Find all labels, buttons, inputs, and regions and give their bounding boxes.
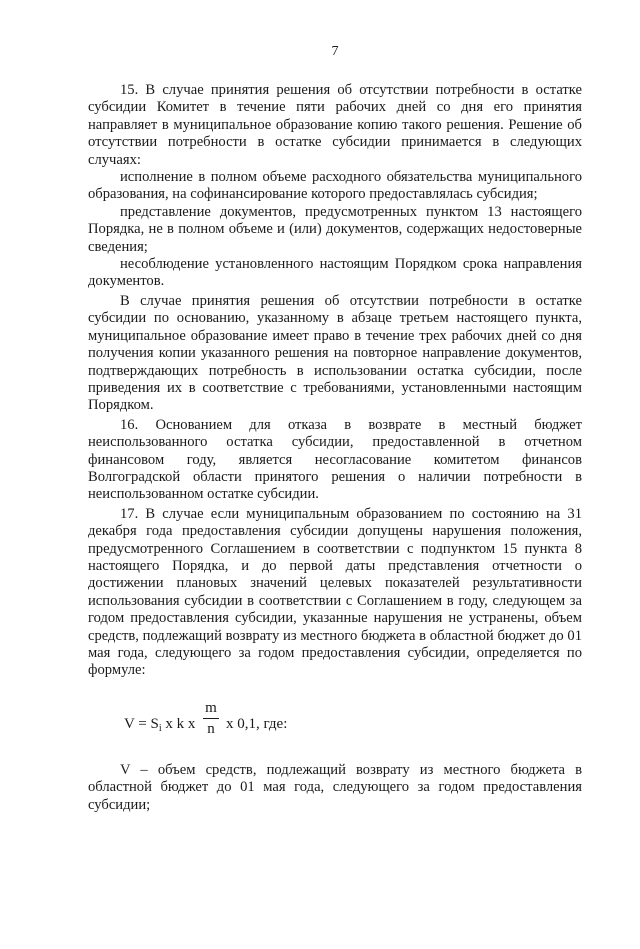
formula-mid: x k x — [161, 715, 196, 732]
paragraph-15-case-1: исполнение в полном объеме расходного обязательства муниципального образования, на софинансирование которого предоставлялась субсидия; — [88, 169, 582, 203]
formula-lhs — [124, 716, 195, 737]
return-formula — [88, 698, 582, 744]
paragraph-16: 16. Основанием для отказа в возврате в местный бюджет неиспользованного остатка субсидии, предоставленной в отчетном финансовом году, является несогласование комитетом финансов Волгоградской области принятого решения о наличии потребности в неиспользованном остатке субсидии. — [88, 416, 582, 503]
document-body — [88, 82, 582, 814]
paragraph-17: 17. В случае если муниципальным образованием по состоянию на 31 декабря года предоставления субсидии допущены нарушения положения, предусмотренного Соглашением в соответствии с подпунктом 15 пункта 8 настоящего Порядка, и до первой даты представления отчетности о достижении плановых значений целевых показателей результативности использования субсидии в соответствии с Соглашением в году, следующем за годом предоставления субсидии, указанные нарушения не устранены, объем средств, подлежащий возврату из местного бюджета в областной бюджет до 01 мая года, следующего за годом предоставления субсидии, определяется по формуле: — [88, 505, 582, 679]
paragraph-15-case-2: представление документов, предусмотренных пунктом 13 настоящего Порядка, не в полном объеме и (или) документов, содержащих недостоверные сведения; — [88, 203, 582, 255]
page-number: 7 — [331, 44, 339, 59]
formula-fraction — [203, 700, 219, 737]
paragraph-15-intro: 15. В случае принятия решения об отсутствии потребности в остатке субсидии Комитет в течение пяти рабочих дней со дня его принятия направляет в муниципальное образование копию такого решения. Решение об отсутствии потребности в остатке субсидии принимается в следующих случаях: — [88, 82, 582, 168]
paragraph-15-case-3: несоблюдение установленного настоящим Порядком срока направления документов. — [88, 256, 582, 290]
document-page — [0, 44, 640, 949]
formula-rhs: x 0,1, где: — [226, 715, 288, 732]
paragraph-15-right: В случае принятия решения об отсутствии потребности в остатке субсидии по основанию, указанному в абзаце третьем настоящего пункта, муниципальное образование имеет право в течение трех рабочих дней со дня получения копии указанного решения на повторное направление документов, подтверждающих потребность в использовании остатка субсидии, после приведения их в соответствие с требованиями, установленными настоящим Порядком. — [88, 292, 582, 414]
formula-denominator: n — [207, 720, 215, 737]
formula-subscript: i — [158, 722, 162, 734]
formula-lhs-text: V = S — [124, 715, 159, 732]
paragraph-v-definition: V – объем средств, подлежащий возврату из местного бюджета в областной бюджет до 01 мая года, следующего за годом предоставления субсидии; — [88, 761, 582, 813]
fraction-bar — [203, 718, 219, 719]
formula-numerator: m — [205, 699, 217, 716]
